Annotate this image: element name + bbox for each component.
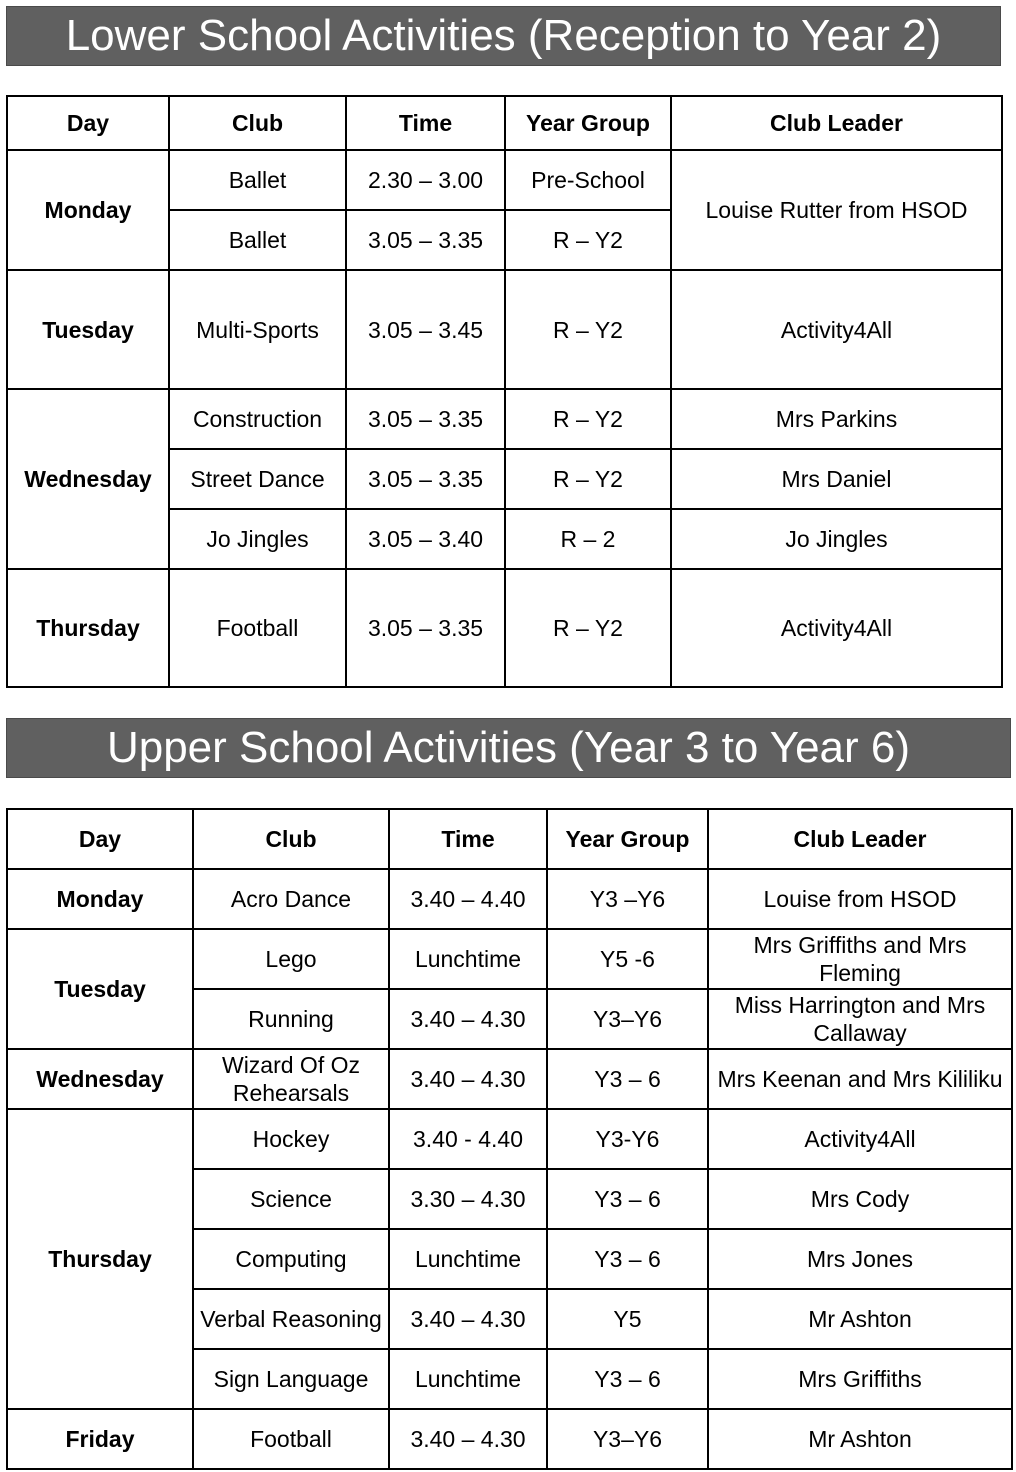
header-time: Time — [346, 96, 505, 150]
header-row — [7, 809, 1012, 869]
club-cell: Wizard Of Oz Rehearsals — [193, 1049, 389, 1109]
club-cell: Jo Jingles — [169, 509, 346, 569]
year-group-cell: Y3–Y6 — [547, 1409, 708, 1469]
club-leader-cell: Mr Ashton — [708, 1289, 1012, 1349]
club-cell: Multi-Sports — [169, 270, 346, 389]
header-time: Time — [389, 809, 547, 869]
year-group-cell: R – Y2 — [505, 569, 671, 687]
table-row — [7, 929, 1012, 989]
lower-school-title: Lower School Activities (Reception to Year 2) — [6, 6, 1001, 66]
header-club: Club — [193, 809, 389, 869]
club-leader-cell: Mr Ashton — [708, 1409, 1012, 1469]
day-cell: Thursday — [7, 569, 169, 687]
time-cell: Lunchtime — [389, 929, 547, 989]
header-day: Day — [7, 809, 193, 869]
time-cell: 3.05 – 3.35 — [346, 569, 505, 687]
club-cell: Running — [193, 989, 389, 1049]
club-leader-cell: Activity4All — [671, 270, 1002, 389]
day-cell: Tuesday — [7, 270, 169, 389]
lower-school-table — [6, 95, 1003, 688]
club-cell: Football — [169, 569, 346, 687]
table-row — [7, 869, 1012, 929]
year-group-cell: Y3 – 6 — [547, 1229, 708, 1289]
club-cell: Hockey — [193, 1109, 389, 1169]
club-cell: Lego — [193, 929, 389, 989]
club-cell: Construction — [169, 389, 346, 449]
header-year-group: Year Group — [505, 96, 671, 150]
club-leader-cell: Mrs Jones — [708, 1229, 1012, 1289]
club-cell: Ballet — [169, 210, 346, 270]
club-cell: Computing — [193, 1229, 389, 1289]
club-leader-cell: Mrs Daniel — [671, 449, 1002, 509]
club-leader-cell: Activity4All — [708, 1109, 1012, 1169]
club-cell: Ballet — [169, 150, 346, 210]
year-group-cell: Y3 – 6 — [547, 1169, 708, 1229]
time-cell: 3.40 – 4.30 — [389, 1049, 547, 1109]
year-group-cell: Y3 – 6 — [547, 1349, 708, 1409]
day-cell: Monday — [7, 150, 169, 270]
time-cell: 3.05 – 3.40 — [346, 509, 505, 569]
club-cell: Verbal Reasoning — [193, 1289, 389, 1349]
day-cell: Thursday — [7, 1109, 193, 1409]
upper-school-title: Upper School Activities (Year 3 to Year 6) — [6, 718, 1011, 778]
year-group-cell: Y5 — [547, 1289, 708, 1349]
table-row — [7, 389, 1002, 449]
year-group-cell: R – Y2 — [505, 449, 671, 509]
table-row — [7, 569, 1002, 687]
upper-school-table — [6, 808, 1013, 1470]
header-year-group: Year Group — [547, 809, 708, 869]
club-cell: Sign Language — [193, 1349, 389, 1409]
day-cell: Wednesday — [7, 389, 169, 569]
time-cell: 3.05 – 3.35 — [346, 449, 505, 509]
time-cell: 3.40 – 4.30 — [389, 989, 547, 1049]
year-group-cell: Y3 –Y6 — [547, 869, 708, 929]
club-leader-cell: Jo Jingles — [671, 509, 1002, 569]
time-cell: 3.05 – 3.45 — [346, 270, 505, 389]
club-leader-cell: Louise from HSOD — [708, 869, 1012, 929]
table-row — [7, 270, 1002, 389]
club-leader-cell: Activity4All — [671, 569, 1002, 687]
club-leader-cell: Miss Harrington and Mrs Callaway — [708, 989, 1012, 1049]
year-group-cell: R – Y2 — [505, 270, 671, 389]
time-cell: 3.05 – 3.35 — [346, 210, 505, 270]
table-row — [7, 1409, 1012, 1469]
time-cell: Lunchtime — [389, 1229, 547, 1289]
club-cell: Acro Dance — [193, 869, 389, 929]
club-leader-cell: Mrs Parkins — [671, 389, 1002, 449]
time-cell: 3.40 – 4.40 — [389, 869, 547, 929]
time-cell: 3.30 – 4.30 — [389, 1169, 547, 1229]
day-cell: Monday — [7, 869, 193, 929]
year-group-cell: Y3 – 6 — [547, 1049, 708, 1109]
year-group-cell: Y5 -6 — [547, 929, 708, 989]
table-row — [7, 1049, 1012, 1109]
year-group-cell: R – 2 — [505, 509, 671, 569]
day-cell: Wednesday — [7, 1049, 193, 1109]
club-leader-cell: Mrs Griffiths and Mrs Fleming — [708, 929, 1012, 989]
day-cell: Tuesday — [7, 929, 193, 1049]
time-cell: 3.05 – 3.35 — [346, 389, 505, 449]
year-group-cell: Pre-School — [505, 150, 671, 210]
year-group-cell: R – Y2 — [505, 210, 671, 270]
time-cell: 3.40 - 4.40 — [389, 1109, 547, 1169]
header-day: Day — [7, 96, 169, 150]
time-cell: Lunchtime — [389, 1349, 547, 1409]
header-club: Club — [169, 96, 346, 150]
club-leader-cell: Mrs Keenan and Mrs Kililiku — [708, 1049, 1012, 1109]
header-club-leader: Club Leader — [671, 96, 1002, 150]
year-group-cell: Y3–Y6 — [547, 989, 708, 1049]
time-cell: 3.40 – 4.30 — [389, 1289, 547, 1349]
club-cell: Football — [193, 1409, 389, 1469]
club-leader-cell: Mrs Griffiths — [708, 1349, 1012, 1409]
header-club-leader: Club Leader — [708, 809, 1012, 869]
club-leader-cell: Mrs Cody — [708, 1169, 1012, 1229]
time-cell: 3.40 – 4.30 — [389, 1409, 547, 1469]
header-row — [7, 96, 1002, 150]
club-cell: Street Dance — [169, 449, 346, 509]
day-cell: Friday — [7, 1409, 193, 1469]
club-cell: Science — [193, 1169, 389, 1229]
club-leader-cell: Louise Rutter from HSOD — [671, 150, 1002, 270]
table-row — [7, 1109, 1012, 1169]
year-group-cell: Y3-Y6 — [547, 1109, 708, 1169]
year-group-cell: R – Y2 — [505, 389, 671, 449]
table-row — [7, 150, 1002, 210]
time-cell: 2.30 – 3.00 — [346, 150, 505, 210]
